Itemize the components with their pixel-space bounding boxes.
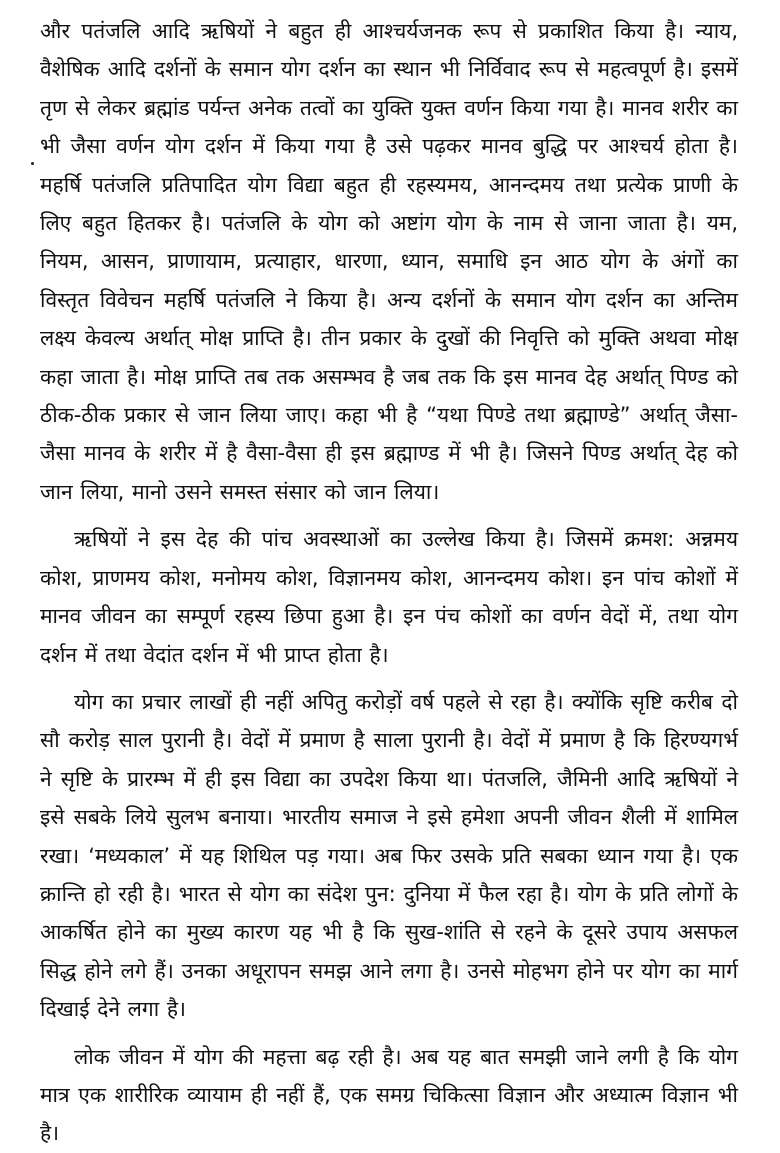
paragraph-pancha-kosha: ऋषियों ने इस देह की पांच अवस्थाओं का उल्लेख किया है। जिसमें क्रमश: अन्नमय कोश, प्राणमय कोश, मनोमय कोश, विज्ञानमय कोश, आनन्दमय कोश। इन पांच कोशों में मानव जीवन का सम्पूर्ण रहस्य छिपा हुआ है। इन पंच कोशों का वर्णन वेदों में, तथा योग दर्शन में तथा वेदांत दर्शन में भी प्राप्त होता है। [40, 527, 738, 667]
paragraph-yoga-importance: लोक जीवन में योग की महत्ता बढ़ रही है। अब यह बात समझी जाने लगी है कि योग मात्र एक शारीरिक व्यायाम ही नहीं हैं, एक समग्र चिकित्सा विज्ञान और अध्यात्म विज्ञान भी है। [40, 1044, 738, 1146]
paragraph-yoga-darshan: और पतंजलि आदि ऋषियों ने बहुत ही आश्चर्यजनक रूप से प्रकाशित किया है। न्याय, वैशेषिक आदि दर्शनों के समान योग दर्शन का स्थान भी निर्विवाद रूप से महत्वपूर्ण है। इसमें तृण से लेकर ब्रह्मांड पर्यन्त अनेक तत्वों का युक्ति युक्त वर्णन किया गया है। मानव शरीर का भी जैसा वर्णन योग दर्शन में किया गया है उसे पढ़कर मानव बुद्धि पर आश्चर्य होता है। महर्षि पतंजलि प्रतिपादित योग विद्या बहुत ही रहस्यमय, आनन्दमय तथा प्रत्येक प्राणी के लिए बहुत हितकर है। पतंजलि के योग को अष्टांग योग के नाम से जाना जाता है। यम, नियम, आसन, प्राणायाम, प्रत्याहार, धारणा, ध्यान, समाधि इन आठ योग के अंगों का विस्तृत विवेचन महर्षि पतंजलि ने किया है। अन्य दर्शनों के समान योग दर्शन का अन्तिम लक्ष्य केवल्य अर्थात् मोक्ष प्राप्ति है। तीन प्रकार के दुखों की निवृत्ति को मुक्ति अथवा मोक्ष कहा जाता है। मोक्ष प्राप्ति तब तक असम्भव है जब तक कि इस मानव देह अर्थात् पिण्ड को ठीक-ठीक प्रकार से जान लिया जाए। कहा भी है “यथा पिण्डे तथा ब्रह्माण्डे” अर्थात् जैसा-जैसा मानव के शरीर में है वैसा-वैसा ही इस ब्रह्माण्ड में भी है। जिसने पिण्ड अर्थात् देह को जान लिया, मानो उसने समस्त संसार को जान लिया। [40, 19, 738, 504]
paragraph-yoga-history: योग का प्रचार लाखों ही नहीं अपितु करोड़ों वर्ष पहले से रहा है। क्योंकि सृष्टि करीब दो सौ करोड़ साल पुरानी है। वेदों में प्रमाण है साला पुरानी है। वेदों में प्रमाण है कि हिरण्यगर्भ ने सृष्टि के प्रारम्भ में ही इस विद्या का उपदेश किया था। पंतजलि, जैमिनी आदि ऋषियों ने इसे सबके लिये सुलभ बनाया। भारतीय समाज ने इसे हमेशा अपनी जीवन शैली में शामिल रखा। ‘मध्यकाल’ में यह शिथिल पड़ गया। अब फिर उसके प्रति सबका ध्यान गया है। एक क्रान्ति हो रही है। भारत से योग का संदेश पुन: दुनिया में फैल रहा है। योग के प्रति लोगों के आकर्षित होने का मुख्य कारण यह भी है कि सुख-शांति से रहने के दूसरे उपाय असफल सिद्ध होने लगे हैं। उनका अधूरापन समझ आने लगा है। उनसे मोहभग होने पर योग का मार्ग दिखाई देने लगा है। [40, 689, 738, 1022]
margin-dot [31, 162, 34, 165]
